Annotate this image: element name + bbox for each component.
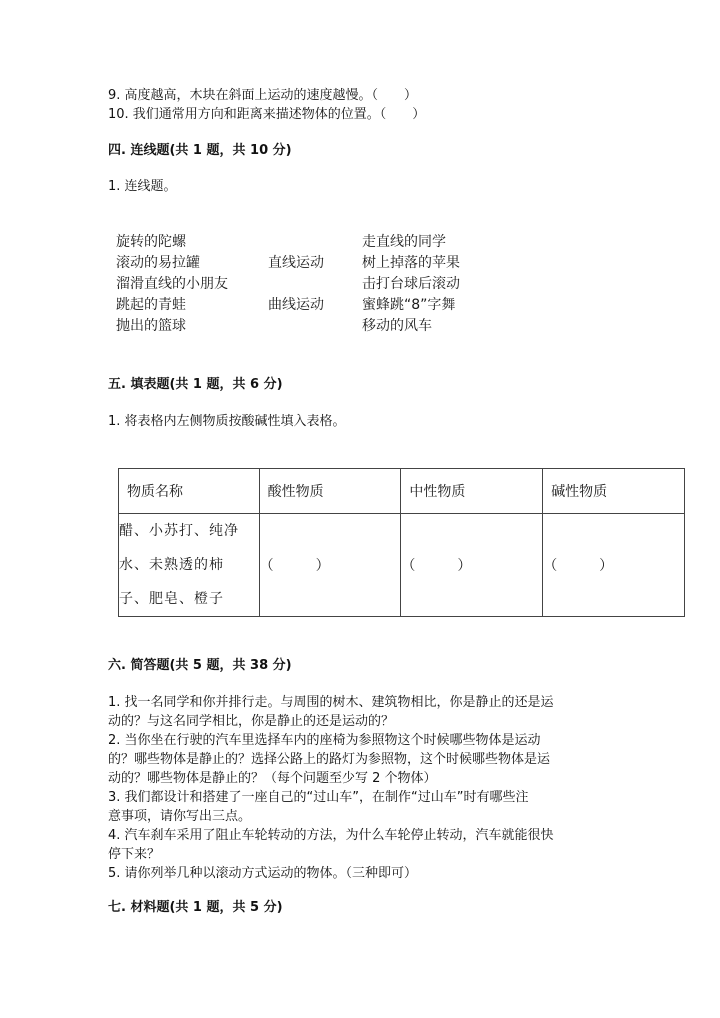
section-4-question: 1. 连线题。 (108, 179, 177, 194)
short-answer-line: 5. 请你列举几种以滚动方式运动的物体。（三种即可） (108, 866, 418, 881)
short-answer-line: 动的？哪些物体是静止的？（每个问题至少写 2 个物体） (108, 771, 437, 786)
match-right-item: 树上掉落的苹果 (362, 255, 460, 271)
judgment-item-9: 9. 高度越高，木块在斜面上运动的速度越慢。（ ） (108, 88, 418, 103)
short-answer-line: 的？哪些物体是静止的？选择公路上的路灯为参照物，这个时候哪些物体是运 (108, 752, 551, 767)
match-right-item: 击打台球后滚动 (362, 276, 460, 292)
match-right-item: 蜜蜂跳“8”字舞 (362, 297, 456, 313)
table-header-cell: 物质名称 (119, 469, 260, 514)
substance-line: 水、未熟透的柿 (119, 557, 224, 573)
short-answer-line: 动的？与这名同学相比，你是静止的还是运动的？ (108, 714, 395, 729)
short-answer-line: 意事项，请你写出三点。 (108, 809, 252, 824)
answer-blank: （ ） (401, 558, 472, 574)
match-right-item: 移动的风车 (362, 318, 432, 334)
match-left-item: 旋转的陀螺 (116, 234, 186, 250)
table-header-cell: 酸性物质 (259, 469, 401, 514)
match-left-item: 溜滑直线的小朋友 (116, 276, 228, 292)
substance-line: 醋、小苏打、纯净 (119, 523, 239, 539)
match-left-item: 跳起的青蛙 (116, 297, 186, 313)
section-5-question: 1. 将表格内左侧物质按酸碱性填入表格。 (108, 414, 346, 429)
short-answer-line: 3. 我们都设计和搭建了一座自己的“过山车”，在制作“过山车”时有哪些注 (108, 790, 529, 805)
answer-blank: （ ） (259, 558, 330, 574)
table-header-cell: 中性物质 (401, 469, 543, 514)
section-5-heading: 五. 填表题(共 1 题，共 6 分) (108, 377, 283, 392)
answer-blank: （ ） (543, 558, 614, 574)
section-7-heading: 七. 材料题(共 1 题，共 5 分) (108, 900, 283, 915)
section-6-heading: 六. 简答题(共 5 题，共 38 分) (108, 658, 292, 673)
substance-line: 子、肥皂、橙子 (119, 591, 224, 607)
neutral-answer-blank[interactable] (401, 514, 543, 617)
table-row (119, 514, 685, 617)
match-right-item: 走直线的同学 (362, 234, 446, 250)
short-answer-line: 停下来？ (108, 847, 161, 862)
section-4-heading: 四. 连线题(共 1 题，共 10 分) (108, 143, 292, 158)
short-answer-line: 1. 找一名同学和你并排行走。与周围的树木、建筑物相比，你是静止的还是运 (108, 695, 554, 710)
match-left-item: 滚动的易拉罐 (116, 255, 200, 271)
alkaline-answer-blank[interactable] (543, 514, 685, 617)
acid-base-table (118, 468, 685, 617)
table-header-cell: 碱性物质 (543, 469, 685, 514)
short-answer-line: 2. 当你坐在行驶的汽车里选择车内的座椅为参照物这个时候哪些物体是运动 (108, 733, 541, 748)
acidic-answer-blank[interactable] (259, 514, 401, 617)
match-middle-item: 曲线运动 (268, 297, 324, 313)
judgment-item-10: 10. 我们通常用方向和距离来描述物体的位置。（ ） (108, 107, 426, 122)
short-answer-line: 4. 汽车刹车采用了阻止车轮转动的方法，为什么车轮停止转动，汽车就能很快 (108, 828, 554, 843)
substance-list-cell (119, 514, 260, 617)
match-middle-item: 直线运动 (268, 255, 324, 271)
match-left-item: 抛出的篮球 (116, 318, 186, 334)
table-header-row (119, 469, 685, 514)
